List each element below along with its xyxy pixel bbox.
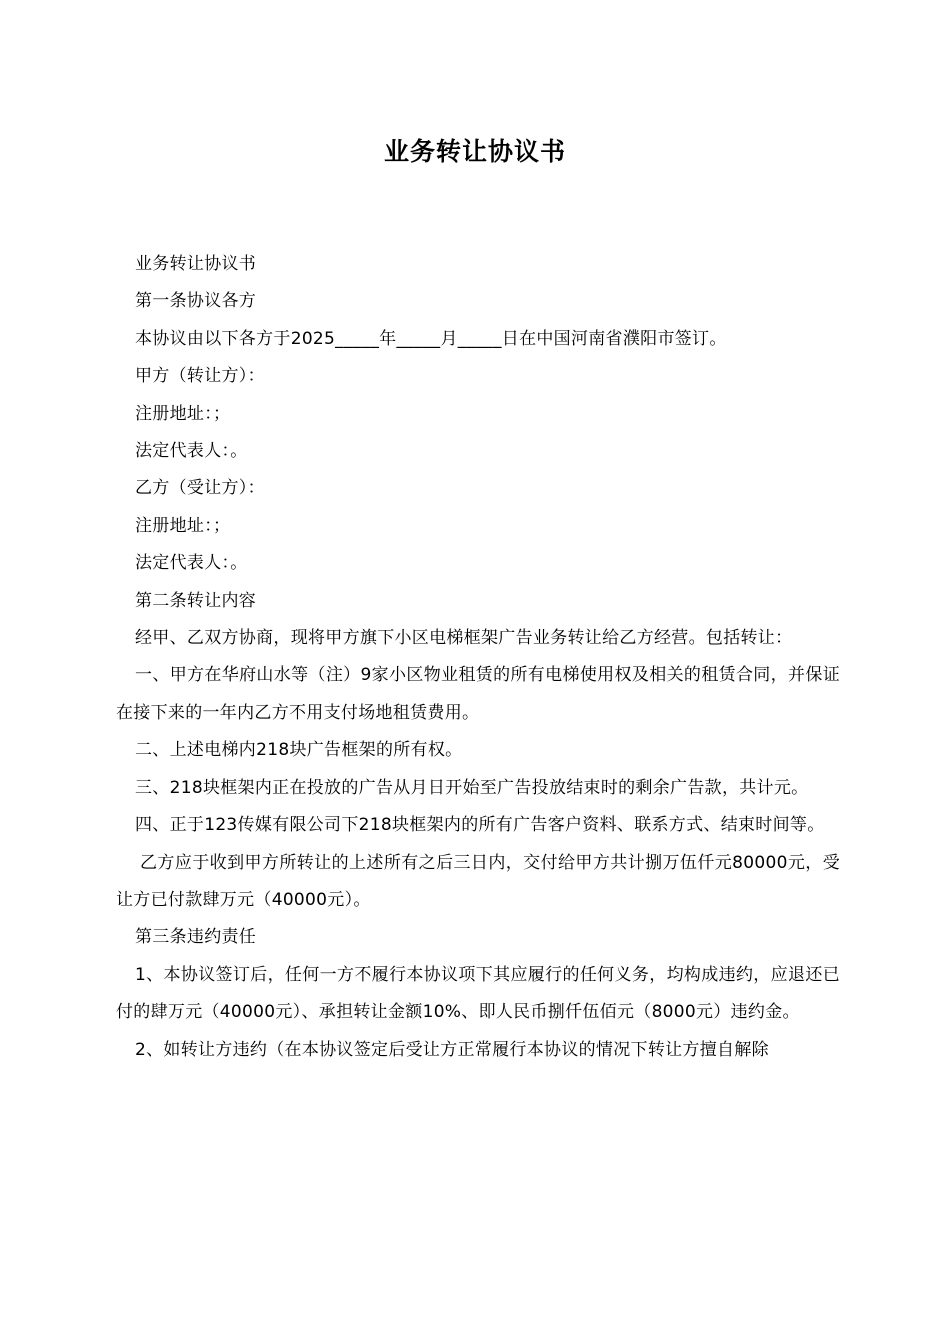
paragraph-item-3: 三、218块框架内正在投放的广告从月日开始至广告投放结束时的剩余广告款，共计元。 (135, 777, 809, 798)
party-a-representative: 法定代表人：。 (135, 441, 248, 462)
section-heading-transfer: 第二条转让内容 (135, 590, 257, 611)
section-heading-parties: 第一条协议各方 (135, 291, 257, 312)
paragraph-breach-2: 2、如转让方违约（在本协议签定后受让方正常履行本协议的情况下转让方擅自解除 (135, 1039, 769, 1060)
paragraph-payment: 乙方应于收到甲方所转让的上述所有之后三日内，交付给甲方共计捌万伍仟元80000元，受让方已付款肆万元（40000元）。 (116, 852, 840, 910)
party-a-label: 甲方（转让方）： (135, 366, 265, 387)
paragraph-breach-1: 1、本协议签订后，任何一方不履行本协议项下其应履行的任何义务，均构成违约，应退还已付的肆万元（40000元）、承担转让金额10%、即人民币捌仟伍佰元（8000元）违约金。 (116, 964, 840, 1023)
document-title: 业务转让协议书 (383, 137, 566, 166)
paragraph-item-2: 二、上述电梯内218块广告框架的所有权。 (135, 740, 463, 761)
document-body (116, 246, 840, 1069)
paragraph-heading: 业务转让协议书 (135, 254, 257, 274)
party-b-address: 注册地址：； (135, 515, 231, 536)
paragraph-signing-date: 本协议由以下各方于2025_____年_____月_____日在中国河南省濮阳市签订。 (135, 328, 727, 349)
section-heading-breach: 第三条违约责任 (135, 927, 257, 948)
paragraph-transfer-intro: 经甲、乙双方协商，现将甲方旗下小区电梯框架广告业务转让给乙方经营。包括转让： (135, 628, 793, 649)
paragraph-item-1: 一、甲方在华府山水等（注）9家小区物业租赁的所有电梯使用权及相关的租赁合同，并保证在接下来的一年内乙方不用支付场地租赁费用。 (116, 665, 840, 723)
party-b-label: 乙方（受让方）： (135, 478, 265, 499)
party-b-representative: 法定代表人：。 (135, 553, 248, 574)
party-a-address: 注册地址：； (135, 403, 231, 424)
paragraph-item-4: 四、正于123传媒有限公司下218块框架内的所有广告客户资料、联系方式、结束时间等。 (135, 815, 825, 836)
